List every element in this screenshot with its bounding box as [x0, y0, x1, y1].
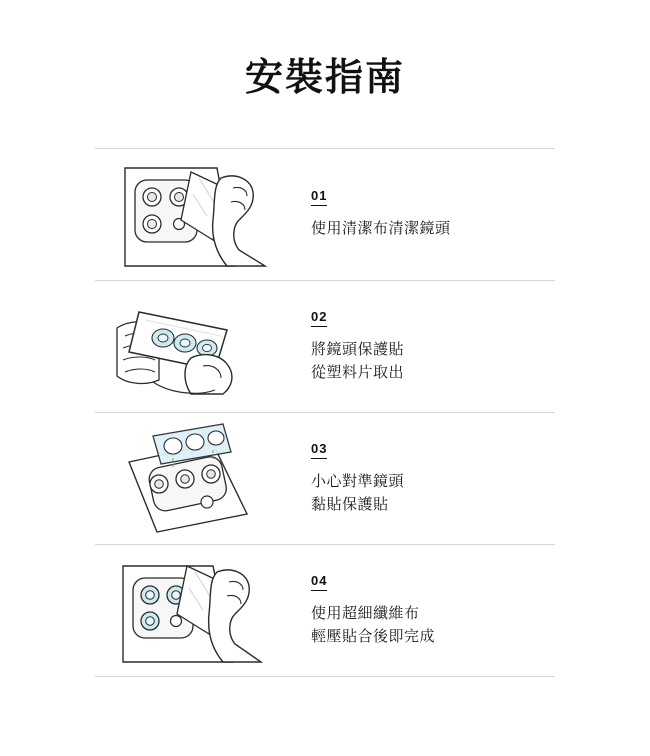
list-item: [95, 149, 555, 280]
step-03-illustration: [95, 418, 285, 538]
step-description: 小心對準鏡頭 黏貼保護貼: [311, 472, 405, 514]
divider: [95, 676, 555, 677]
list-item: [95, 281, 555, 412]
step-description: 使用清潔布清潔鏡頭: [311, 220, 451, 238]
step-04-text: [285, 572, 555, 649]
list-item: [95, 413, 555, 544]
step-description: 將鏡頭保護貼 從塑料片取出: [311, 340, 405, 382]
step-number: 02: [311, 309, 327, 327]
page-title: 安裝指南: [244, 57, 405, 99]
step-02-illustration: [95, 286, 285, 406]
steps-list: [95, 102, 555, 677]
step-03-text: [285, 440, 555, 517]
step-number: 01: [311, 188, 327, 206]
step-description: 使用超細纖維布 輕壓貼合後即完成: [311, 604, 436, 646]
step-number: 04: [311, 573, 327, 591]
step-02-text: [285, 308, 555, 385]
step-04-illustration: [95, 550, 285, 670]
step-01-text: [285, 187, 555, 240]
list-item: [95, 545, 555, 676]
step-01-illustration: [95, 154, 285, 274]
step-number: 03: [311, 441, 327, 459]
